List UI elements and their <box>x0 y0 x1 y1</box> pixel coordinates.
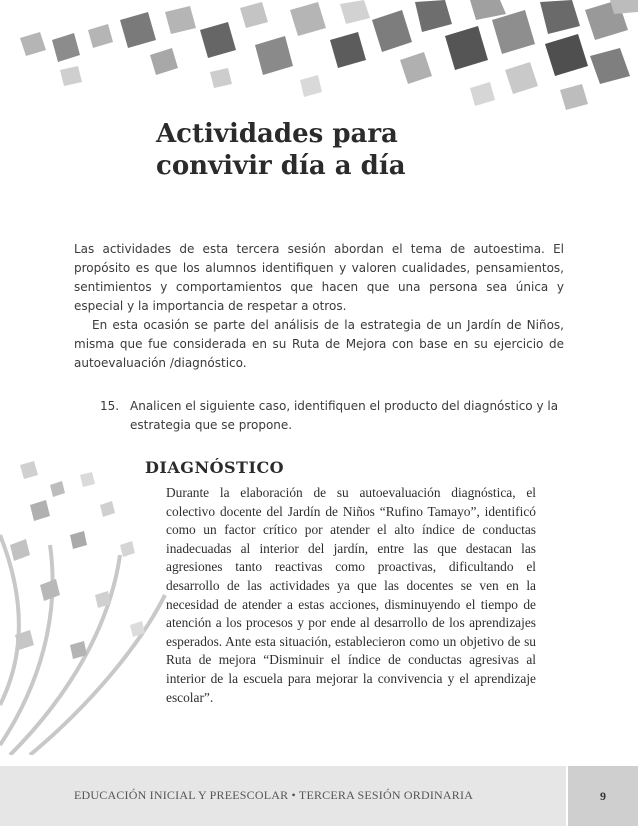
diagnostic-heading: DIAGNÓSTICO <box>145 458 285 477</box>
diagnostic-body: Durante la elaboración de su autoevaluación diagnóstica, el colectivo docente del Jardín de Niños “Rufino Tamayo”, identificó como un factor crítico por atender el alto índice de conductas inadecuadas al interior del jardín, entre las que destacan las agresiones tanto reactivas como proactivas, dificultando el desarrollo de las actividades ya que las docentes se ven en la necesidad de atender a estas acciones, disminuyendo el tiempo de atención a los procesos y por ende al desarrollo de los aprendizajes esperados. Ante esta situación, establecieron como un objetivo de su Ruta de mejora “Disminuir el índice de conductas agresivas al interior de la escuela para mejorar la convivencia y el aprendizaje escolar”. <box>166 485 536 705</box>
intro-text <box>74 240 564 373</box>
title-line-1: Actividades para <box>156 119 398 149</box>
page-title <box>156 118 456 182</box>
page-number: 9 <box>566 766 638 826</box>
footer-text: EDUCACIÓN INICIAL Y PREESCOLAR • TERCERA SESIÓN ORDINARIA <box>74 788 474 802</box>
page-footer <box>0 766 638 826</box>
activity-item <box>100 397 564 435</box>
title-line-2: convivir día a día <box>156 151 406 181</box>
activity-number: 15. <box>100 399 120 413</box>
decorative-mosaic <box>0 0 638 120</box>
intro-paragraph-1: Las actividades de esta tercera sesión abordan el tema de autoestima. El propósito es que los alumnos identifiquen y valoren cualidades, pensamientos, sentimientos y comportamientos que hacen que una persona sea única y especial y la importancia de respetar a otros. <box>74 242 564 313</box>
activity-text: Analicen el siguiente caso, identifiquen el producto del diagnóstico y la estrategia que se propone. <box>130 399 559 432</box>
intro-paragraph-2: En esta ocasión se parte del análisis de la estrategia de un Jardín de Niños, misma que fue considerada en su Ruta de Mejora con base en su ejercicio de autoevaluación /diagnóstico. <box>74 318 564 370</box>
decorative-swirl <box>0 445 170 755</box>
